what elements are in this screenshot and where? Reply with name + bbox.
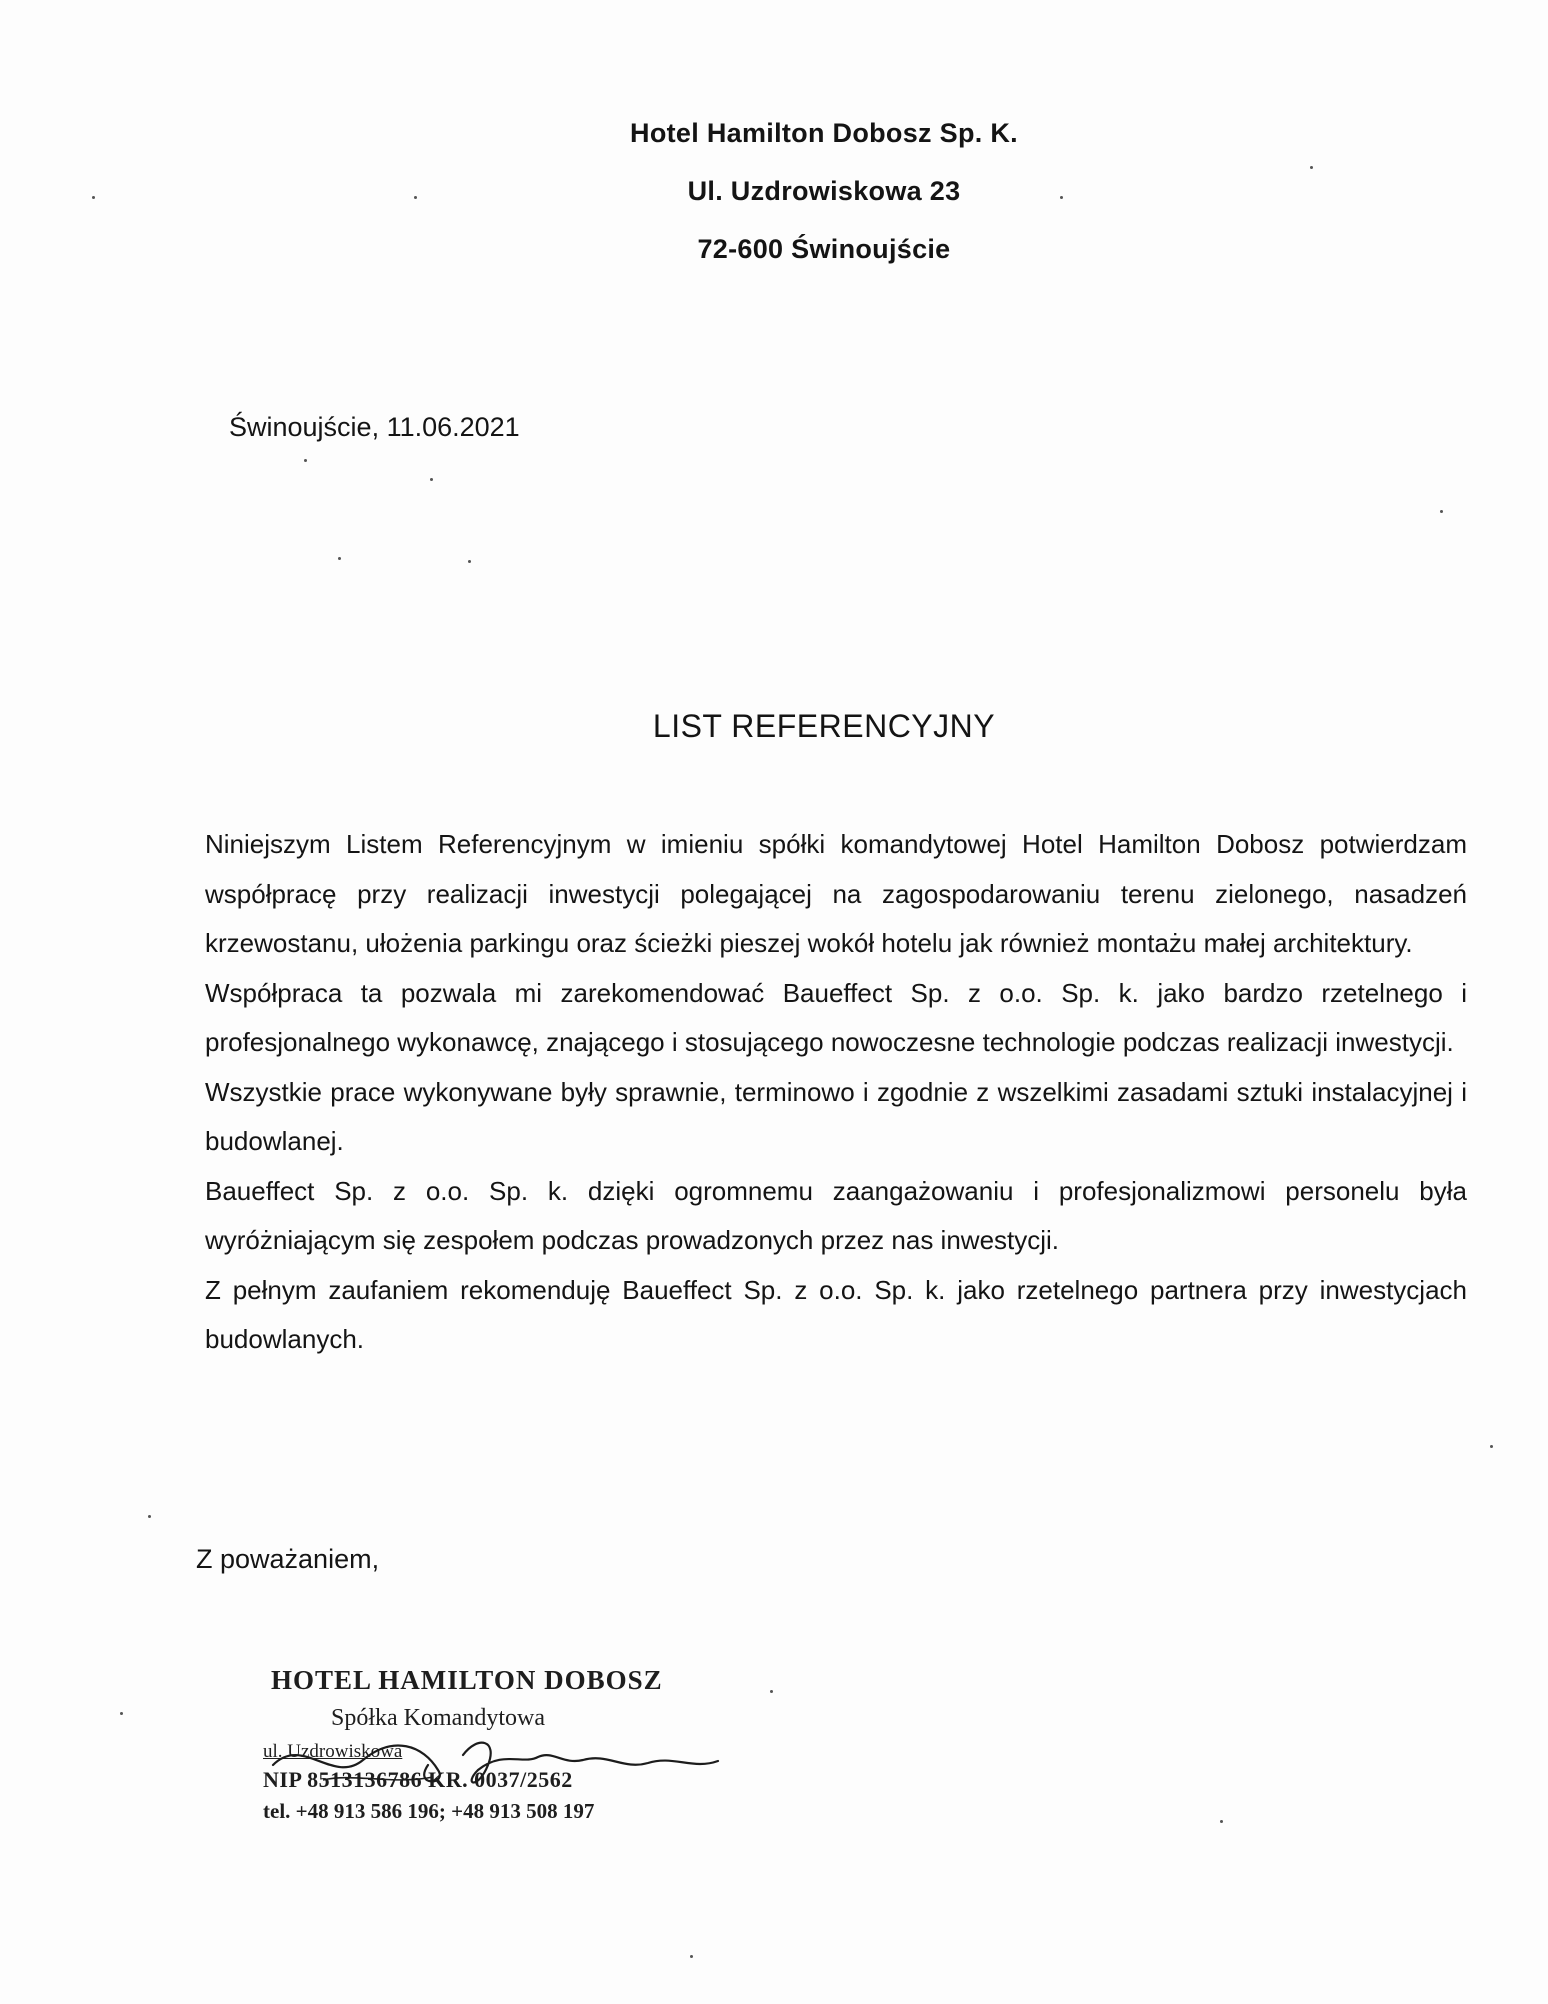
date-line: Świnoujście, 11.06.2021 (229, 412, 520, 442)
stamp-name: HOTEL HAMILTON DOBOSZ (271, 1665, 663, 1695)
scan-speck (92, 196, 95, 199)
letterhead-company: Hotel Hamilton Dobosz Sp. K. (630, 118, 1018, 148)
scan-speck (1440, 510, 1443, 513)
stamp-tel: tel. +48 913 586 196; +48 913 508 197 (263, 1799, 595, 1823)
stamp-nip: NIP 8513136786 KR. 0037/2562 (263, 1767, 573, 1792)
paragraph-4: Baueffect Sp. z o.o. Sp. k. dzięki ogromnemu zaangażowaniu i profesjonalizmowi personelu była wyróżniającym się zespołem podczas prowadzonych przez nas inwestycji. (205, 1175, 1467, 1255)
signature-scribble (263, 1725, 723, 1805)
scan-speck (468, 560, 471, 563)
scan-speck (1310, 166, 1313, 169)
scan-speck (690, 1955, 693, 1958)
scan-speck (338, 557, 341, 560)
letterhead-city: 72-600 Świnoujście (697, 234, 951, 264)
company-stamp (263, 1665, 723, 1855)
stamp-subtitle: Spółka Komandytowa (331, 1705, 545, 1731)
stamp-address: ul. Uzdrowiskowa (263, 1741, 403, 1762)
document-title: LIST REFERENCYJNY (652, 708, 996, 744)
scan-speck (304, 459, 307, 462)
scan-speck (148, 1515, 151, 1518)
scan-speck (1220, 1820, 1223, 1823)
letterhead-street: Ul. Uzdrowiskowa 23 (687, 176, 961, 206)
scan-speck (430, 478, 433, 481)
scan-speck (120, 1712, 123, 1715)
paragraph-1: Niniejszym Listem Referencyjnym w imieniu spółki komandytowej Hotel Hamilton Dobosz potwierdzam współpracę przy realizacji inwestycji polegającej na zagospodarowaniu terenu zielonego, nasadzeń krzewostanu, ułożenia parkingu oraz ścieżki pieszej wokół hotelu jak również montażu małej architektury. (205, 829, 1467, 958)
scan-speck (1490, 1445, 1493, 1448)
scan-speck (770, 1690, 773, 1693)
paragraph-2: Współpraca ta pozwala mi zarekomendować Baueffect Sp. z o.o. Sp. k. jako bardzo rzetelnego i profesjonalnego wykonawcę, znającego i stosującego nowoczesne technologie podczas realizacji inwestycji. (205, 977, 1467, 1057)
closing-line: Z poważaniem, (196, 1544, 380, 1574)
paragraph-3: Wszystkie prace wykonywane były sprawnie, terminowo i zgodnie z wszelkimi zasadami sztuki instalacyjnej i budowlanej. (205, 1076, 1467, 1156)
scan-speck (1060, 196, 1063, 199)
letter-body (205, 820, 1467, 1365)
scan-speck (414, 196, 417, 199)
paragraph-5: Z pełnym zaufaniem rekomenduję Baueffect Sp. z o.o. Sp. k. jako rzetelnego partnera przy inwestycjach budowlanych. (205, 1274, 1467, 1354)
